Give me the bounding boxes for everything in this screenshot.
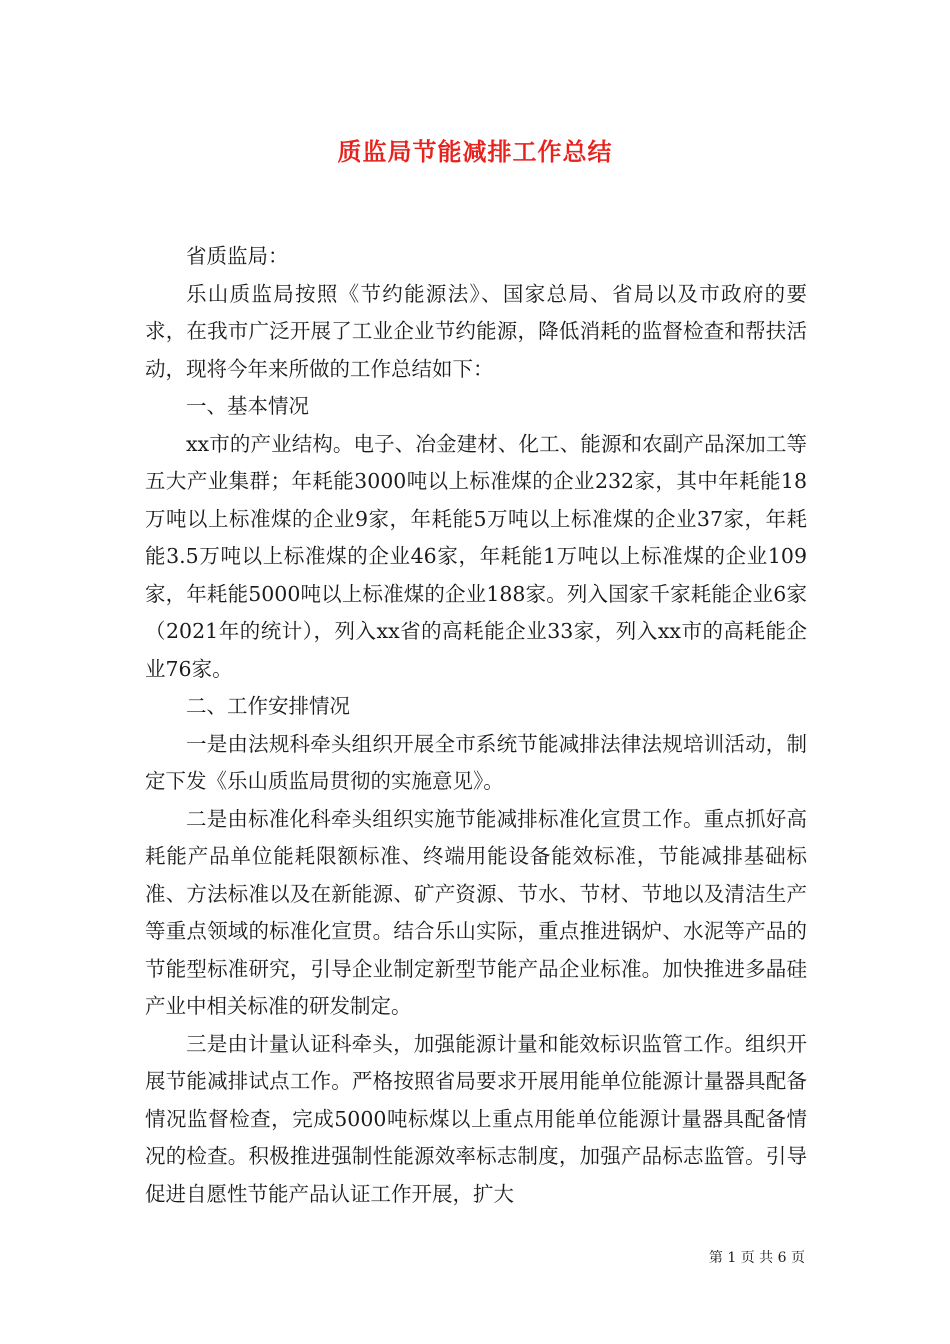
paragraph-item-3: 三是由计量认证科牵头，加强能源计量和能效标识监管工作。组织开展节能减排试点工作。严格按照省局要求开展用能单位能源计量器具配备情况监督检查，完成5000吨标煤以上重点用能单位能源计量器具配备情况的检查。积极推进强制性能源效率标志制度，加强产品标志监管。引导促进自愿性节能产品认证工作开展，扩大 xyxy=(145,1031,807,1206)
section-heading-2: 二、工作安排情况 xyxy=(186,694,350,718)
page-number-label: 第 1 页 共 6 页 xyxy=(708,1250,805,1266)
salutation: 省质监局： xyxy=(186,244,289,268)
page-number xyxy=(709,1247,805,1267)
section-heading-1: 一、基本情况 xyxy=(186,394,309,418)
paragraph-item-2: 二是由标准化科牵头组织实施节能减排标准化宣贯工作。重点抓好高耗能产品单位能耗限额标准、终端用能设备能效标准，节能减排基础标准、方法标准以及在新能源、矿产资源、节水、节材、节地以及清洁生产等重点领域的标准化宣贯。结合乐山实际，重点推进锅炉、水泥等产品的节能型标准研究，引导企业制定新型节能产品企业标准。加快推进多晶硅产业中相关标准的研发制定。 xyxy=(145,806,807,1018)
paragraph-basic-info: xx市的产业结构。电子、冶金建材、化工、能源和农副产品深加工等五大产业集群；年耗能3000吨以上标准煤的企业232家，其中年耗能18万吨以上标准煤的企业9家，年耗能5万吨以上标准煤的企业37家，年耗能3.5万吨以上标准煤的企业46家，年耗能1万吨以上标准煤的企业109家，年耗能5000吨以上标准煤的企业188家。列入国家千家耗能企业6家（2021年的统计），列入xx省的高耗能企业33家，列入xx市的高耗能企业76家。 xyxy=(145,431,807,681)
document-body xyxy=(145,238,807,1213)
paragraph-intro: 乐山质监局按照《节约能源法》、国家总局、省局以及市政府的要求，在我市广泛开展了工业企业节约能源，降低消耗的监督检查和帮扶活动，现将今年来所做的工作总结如下： xyxy=(145,281,807,381)
paragraph-item-1: 一是由法规科牵头组织开展全市系统节能减排法律法规培训活动，制定下发《乐山质监局贯彻的实施意见》。 xyxy=(145,731,807,793)
document-title: 质监局节能减排工作总结 xyxy=(337,137,613,166)
